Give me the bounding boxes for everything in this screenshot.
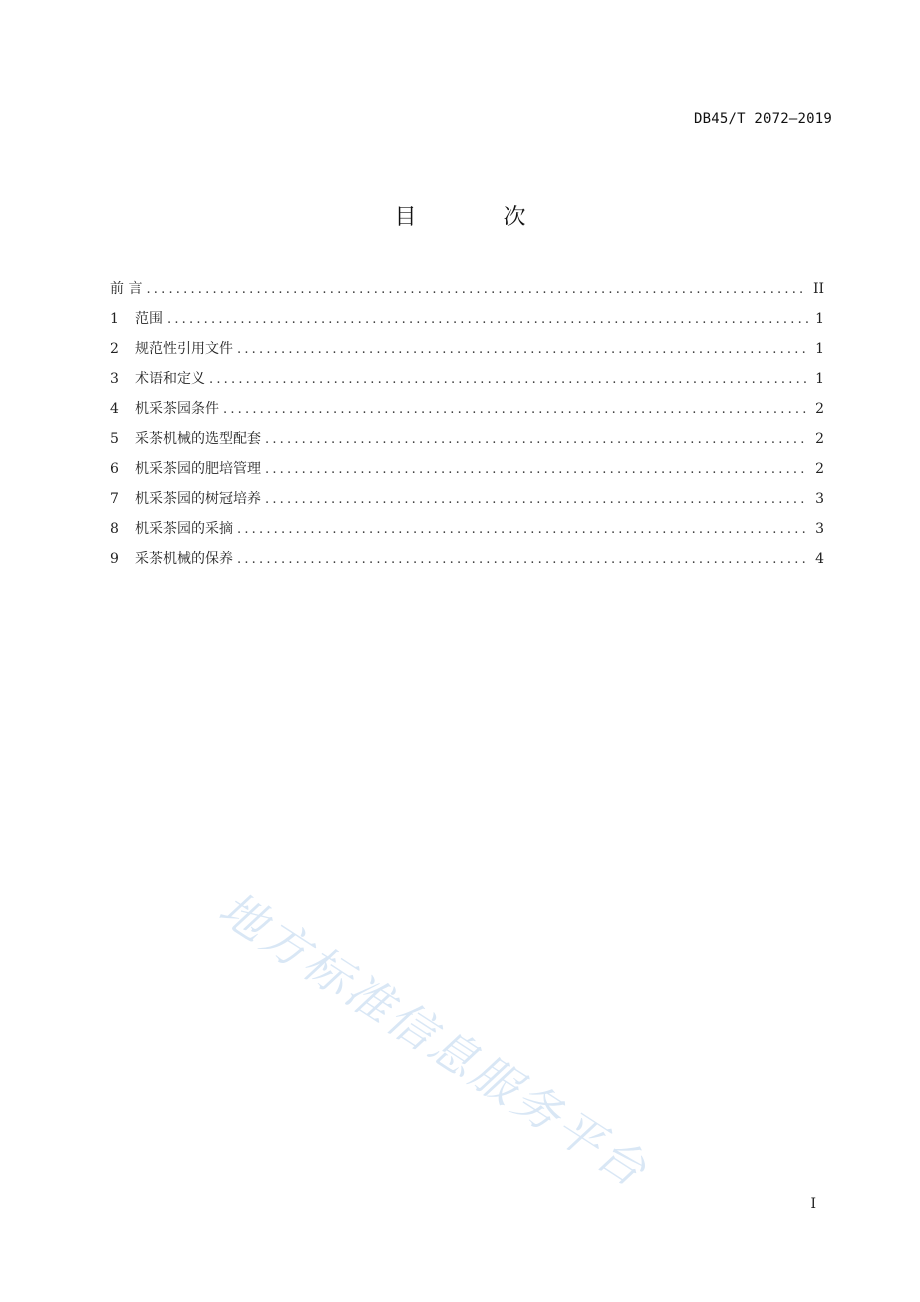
toc-entry-9[interactable] <box>110 548 824 578</box>
toc-entry-number: 5 <box>110 431 119 447</box>
toc-entry-2[interactable] <box>110 338 824 368</box>
toc-entry-page: 2 <box>815 401 824 417</box>
toc-leader-dots <box>146 282 806 297</box>
toc-leader-dots <box>223 402 808 417</box>
toc-entry-page: 2 <box>815 431 824 447</box>
toc-entry-title: 机采茶园的采摘 <box>135 521 233 537</box>
toc-entry-title: 机采茶园条件 <box>135 401 219 417</box>
toc-entry-number: 3 <box>110 371 119 387</box>
toc-leader-dots <box>265 492 808 507</box>
toc-leader-dots <box>167 312 808 327</box>
toc-entry-number: 1 <box>110 311 119 327</box>
toc-entry-5[interactable] <box>110 428 824 458</box>
toc-leader-dots <box>265 432 808 447</box>
toc-leader-dots <box>237 522 808 537</box>
toc-entry-number: 8 <box>110 521 119 537</box>
document-code: DB45/T 2072—2019 <box>693 111 832 127</box>
toc-leader-dots <box>237 342 808 357</box>
toc-entry-title: 机采茶园的肥培管理 <box>135 461 261 477</box>
toc-entry-foreword[interactable] <box>110 278 824 308</box>
toc-entry-page: 1 <box>815 311 824 327</box>
toc-entry-number: 9 <box>110 551 119 567</box>
toc-entry-number: 4 <box>110 401 119 417</box>
toc-entry-page: 1 <box>815 341 824 357</box>
toc-entry-number: 6 <box>110 461 119 477</box>
toc-entry-page: 3 <box>815 521 824 537</box>
toc-entry-7[interactable] <box>110 488 824 518</box>
toc-entry-title: 术语和定义 <box>135 371 205 387</box>
toc-entry-title: 前 言 <box>110 281 143 297</box>
toc-entry-page: II <box>812 281 824 297</box>
toc-entry-8[interactable] <box>110 518 824 548</box>
page-number: I <box>810 1196 816 1212</box>
toc-entry-title: 机采茶园的树冠培养 <box>135 491 261 507</box>
toc-entry-page: 1 <box>815 371 824 387</box>
toc-entry-page: 2 <box>815 461 824 477</box>
toc-entry-4[interactable] <box>110 398 824 428</box>
toc-entry-title: 采茶机械的选型配套 <box>135 431 261 447</box>
toc-entry-3[interactable] <box>110 368 824 398</box>
toc-entry-1[interactable] <box>110 308 824 338</box>
toc-entry-6[interactable] <box>110 458 824 488</box>
toc-entry-title: 范围 <box>135 311 163 327</box>
table-of-contents <box>110 278 824 578</box>
toc-entry-page: 4 <box>815 551 824 567</box>
toc-entry-number: 2 <box>110 341 119 357</box>
toc-entry-title: 规范性引用文件 <box>135 341 233 357</box>
toc-entry-title: 采茶机械的保养 <box>135 551 233 567</box>
toc-leader-dots <box>209 372 808 387</box>
page-title: 目 次 <box>394 205 566 230</box>
toc-leader-dots <box>237 552 808 567</box>
watermark: 地方标准信息服务平台 <box>209 880 659 1199</box>
toc-entry-page: 3 <box>815 491 824 507</box>
toc-leader-dots <box>265 462 808 477</box>
toc-entry-number: 7 <box>110 491 119 507</box>
